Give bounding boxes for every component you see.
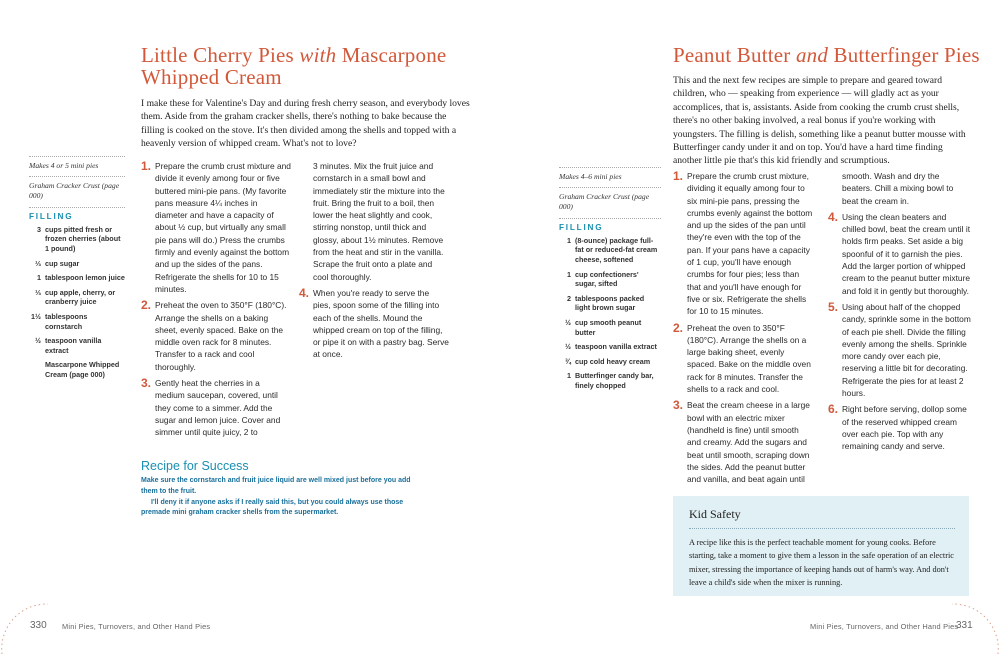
- ingredient-text: cups pitted fresh or frozen cherries (about 1 pound): [45, 224, 121, 253]
- method-column-2: [299, 160, 449, 365]
- running-footer: Mini Pies, Turnovers, and Other Hand Pies: [62, 622, 211, 631]
- ingredient-amount: 1: [567, 371, 571, 381]
- step-number: 4.: [828, 209, 839, 224]
- ingredient-amount: ½: [565, 317, 571, 327]
- ingredient-amount: ⅓: [35, 258, 41, 268]
- right-method: [673, 170, 973, 490]
- ingredient-item: [29, 336, 125, 355]
- ingredient-item: [559, 357, 661, 367]
- left-recipe-title: Little Cherry Pies with Mascarpone Whipped Cream: [141, 43, 447, 89]
- filling-heading: FILLING: [559, 222, 604, 232]
- ingredient-amount: 1½: [31, 311, 41, 321]
- ingredient-text: (8-ounce) package full-fat or reduced-fat cream cheese, softened: [575, 235, 658, 264]
- method-column-2: [828, 170, 971, 457]
- method-step-continued: 3 minutes. Mix the fruit juice and cornstarch in a small bowl and immediately stir the mixture into the fruit. Bring the fruit to a boil, then lower the heat slightly and cook, stirring nonstop, until thick and glossy, about 1½ minutes. Remove from the heat and stir in the vanilla. Scrape the fruit onto a plate and cool thoroughly.: [313, 161, 445, 282]
- method-step: [141, 299, 291, 373]
- ingredient-text: tablespoons cornstarch: [45, 311, 88, 331]
- step-text: Preheat the oven to 350°F (180°C). Arrange the shells on a large baking sheet, evenly spaced. Bake on the middle oven rack for 8 minutes. Transfer the shells to a rack and cool.: [687, 322, 811, 395]
- step-number: 2.: [141, 298, 152, 313]
- ingredient-amount: [29, 360, 45, 379]
- left-ingredients-sidebar: [29, 156, 125, 385]
- ingredient-item: [559, 342, 661, 352]
- crust-reference: Graham Cracker Crust (page 000): [559, 192, 650, 212]
- ingredient-item: [559, 236, 661, 265]
- filling-heading: FILLING: [29, 211, 74, 221]
- ingredient-list: [29, 225, 125, 380]
- page-number: 330: [30, 620, 47, 631]
- ingredient-item: [29, 360, 125, 379]
- left-method: [141, 160, 471, 440]
- right-intro-paragraph: This and the next few recipes are simple to prepare and geared toward children, who — speaking from experience — will gladly act as your accomplices, that is, assistants. Aside from cooking the crumb crust shells, there's no other baking involved, a real bonus if you're working with youngsters. The filling is delish, something like a peanut butter mousse with Butterfinger candy under it and on top. You'd have a hard time finding another little pie that's this kid friendly and scrumptious.: [673, 75, 966, 167]
- ingredient-amount: 1: [567, 235, 571, 245]
- ingredient-item: [29, 312, 125, 331]
- right-recipe-title: Peanut Butter and Butterfinger Pies: [673, 43, 980, 67]
- kid-safety-body: A recipe like this is the perfect teachable moment for young cooks. Before starting, take a moment to give them a lesson in the safe operation of an electric mixer, stressing the importance of keeping hands out of harm's way. And don't leave a child's side when the mixer is running.: [689, 538, 954, 587]
- step-text: Gently heat the cherries in a medium saucepan, covered, until they come to a simmer. Add the sugar and lemon juice. Cover and simmer until quite juicy, 2 to: [155, 378, 281, 438]
- crust-reference: Graham Cracker Crust (page 000): [29, 181, 120, 201]
- ingredient-text: Mascarpone Whipped Cream (page 000): [45, 360, 120, 379]
- ingredient-amount: ½: [35, 336, 41, 346]
- ingredient-text: cup cold heavy cream: [575, 356, 651, 366]
- ingredient-amount: ¾: [565, 356, 571, 366]
- recipe-yield: Makes 4–6 mini pies: [559, 172, 622, 181]
- ingredient-text: cup apple, cherry, or cranberry juice: [45, 287, 116, 307]
- method-step: [828, 403, 971, 452]
- step-number: 1.: [141, 159, 152, 173]
- method-column-1: [141, 160, 291, 443]
- ingredient-amount: 1: [567, 269, 571, 279]
- ingredient-item: [559, 270, 661, 289]
- ingredient-text: tablespoon lemon juice: [45, 273, 125, 283]
- ingredient-text: teaspoon vanilla extract: [45, 336, 102, 355]
- right-page: [500, 0, 1000, 656]
- ingredient-item: [29, 225, 125, 254]
- step-number: 4.: [299, 285, 310, 300]
- step-number: 1.: [673, 169, 684, 183]
- method-step: [299, 287, 449, 361]
- ingredient-item: [559, 318, 661, 337]
- method-step: [141, 160, 291, 295]
- method-column-1: [673, 170, 813, 489]
- ingredient-list: [559, 236, 661, 391]
- ingredient-item: [29, 259, 125, 269]
- ingredient-item: [559, 294, 661, 313]
- recipe-for-success: [141, 459, 416, 519]
- ingredient-item: [29, 288, 125, 307]
- step-number: 3.: [141, 376, 152, 391]
- step-number: 6.: [828, 402, 839, 417]
- ingredient-text: tablespoons packed light brown sugar: [575, 293, 645, 313]
- step-text: Right before serving, dollop some of the reserved whipped cream over each pie. Top with any remaining candy and serve.: [842, 404, 967, 452]
- ingredient-text: cup smooth peanut butter: [575, 317, 642, 337]
- method-step: [673, 322, 813, 396]
- ingredient-amount: 1: [37, 273, 41, 283]
- step-text: Using about half of the chopped candy, sprinkle some in the bottom of each pie shell. Divide the filling evenly among the shells. Sprinkle more candy over each pie, reserving a little bit for decorating. Refrigerate the pies for at least 2 hours.: [842, 301, 971, 399]
- ingredient-text: cup sugar: [45, 258, 80, 268]
- step-text: Prepare the crumb crust mixture, dividing it equally among four to six mini-pie pans, pressing the crumbs evenly against the bottom and up the sides of the pan until they're even with the top of the pan. If your pans have a capacity of 1 cup, you'll have enough crumbs for four pies; less than that and you'll have enough for five or six. Refrigerate the shells for 10 to 15 minutes.: [687, 171, 813, 317]
- method-step: [141, 377, 291, 438]
- step-number: 3.: [673, 398, 684, 413]
- step-text: Preheat the oven to 350°F (180°C). Arrange the shells on a baking sheet, evenly spaced. Bake on the middle oven rack for 8 minutes. Transfer to a rack and cool thoroughly.: [155, 300, 287, 372]
- success-body: Make sure the cornstarch and fruit juice liquid are well mixed just before you add them to the fruit. I'll deny it if anyone asks if I really said this, but you could always use those premade mini graham cracker shells from the supermarket.: [141, 477, 411, 517]
- page-number: 331: [956, 620, 973, 631]
- step-text: Beat the cream cheese in a large bowl with an electric mixer (handheld is fine) until smooth and creamy. Add the sugars and beat until smooth, scraping down the sides. Add the peanut butter and vanilla, and beat again until: [687, 400, 810, 485]
- method-step: [828, 301, 971, 399]
- ingredient-item: [29, 273, 125, 283]
- step-text: When you're ready to serve the pies, spoon some of the filling into each of the shells. Mound the whipped cream on top of the filling, or pipe it on with a pastry bag. Serve at once.: [313, 287, 449, 360]
- left-intro-paragraph: I make these for Valentine's Day and during fresh cherry season, and everybody loves them. Aside from the graham cracker shells, there's nothing to bake because the filling is cooked on the stove. It's then divided among the shells and topped with a heavenly version of whipped cream. What's not to love?: [141, 98, 470, 150]
- right-ingredients-sidebar: [559, 167, 661, 396]
- method-step-continued: smooth. Wash and dry the beaters. Chill a mixing bowl to beat the cream in.: [842, 171, 954, 206]
- step-text: Using the clean beaters and chilled bowl, beat the cream until it holds firm peaks. Set aside a big spoonful of it to garnish the pies. Add the larger portion of whipped cream to the peanut butter mixture and fold it in gently but thoroughly.: [842, 211, 971, 296]
- method-step: [673, 170, 813, 318]
- ingredient-text: cup confectioners' sugar, sifted: [575, 269, 639, 289]
- method-step: [673, 399, 813, 485]
- ingredient-text: Butterfinger candy bar, finely chopped: [575, 371, 654, 390]
- step-number: 2.: [673, 320, 684, 335]
- step-text: Prepare the crumb crust mixture and divide it evenly among four or five buttered mini-pie pans. (My favorite pans measure 4¼ inches in diameter and have a capacity of about ½ cup, but virtually any small pie pans will do.) Press the crumbs firmly and evenly against the bottom and up the sides of the pans. Refrigerate the shells for 10 to 15 minutes.: [155, 161, 291, 294]
- running-footer: Mini Pies, Turnovers, and Other Hand Pies: [810, 622, 959, 631]
- recipe-yield: Makes 4 or 5 mini pies: [29, 161, 99, 170]
- kid-safety-heading: Kid Safety: [689, 507, 955, 529]
- ingredient-amount: ½: [565, 342, 571, 352]
- ingredient-amount: ⅓: [35, 287, 41, 297]
- ingredient-amount: 3: [37, 224, 41, 234]
- success-heading: Recipe for Success: [141, 459, 249, 473]
- step-number: 5.: [828, 299, 839, 314]
- kid-safety-box: [673, 496, 969, 596]
- ingredient-text: teaspoon vanilla extract: [575, 342, 657, 352]
- ingredient-amount: 2: [567, 293, 571, 303]
- method-step: [828, 211, 971, 297]
- ingredient-item: [559, 371, 661, 390]
